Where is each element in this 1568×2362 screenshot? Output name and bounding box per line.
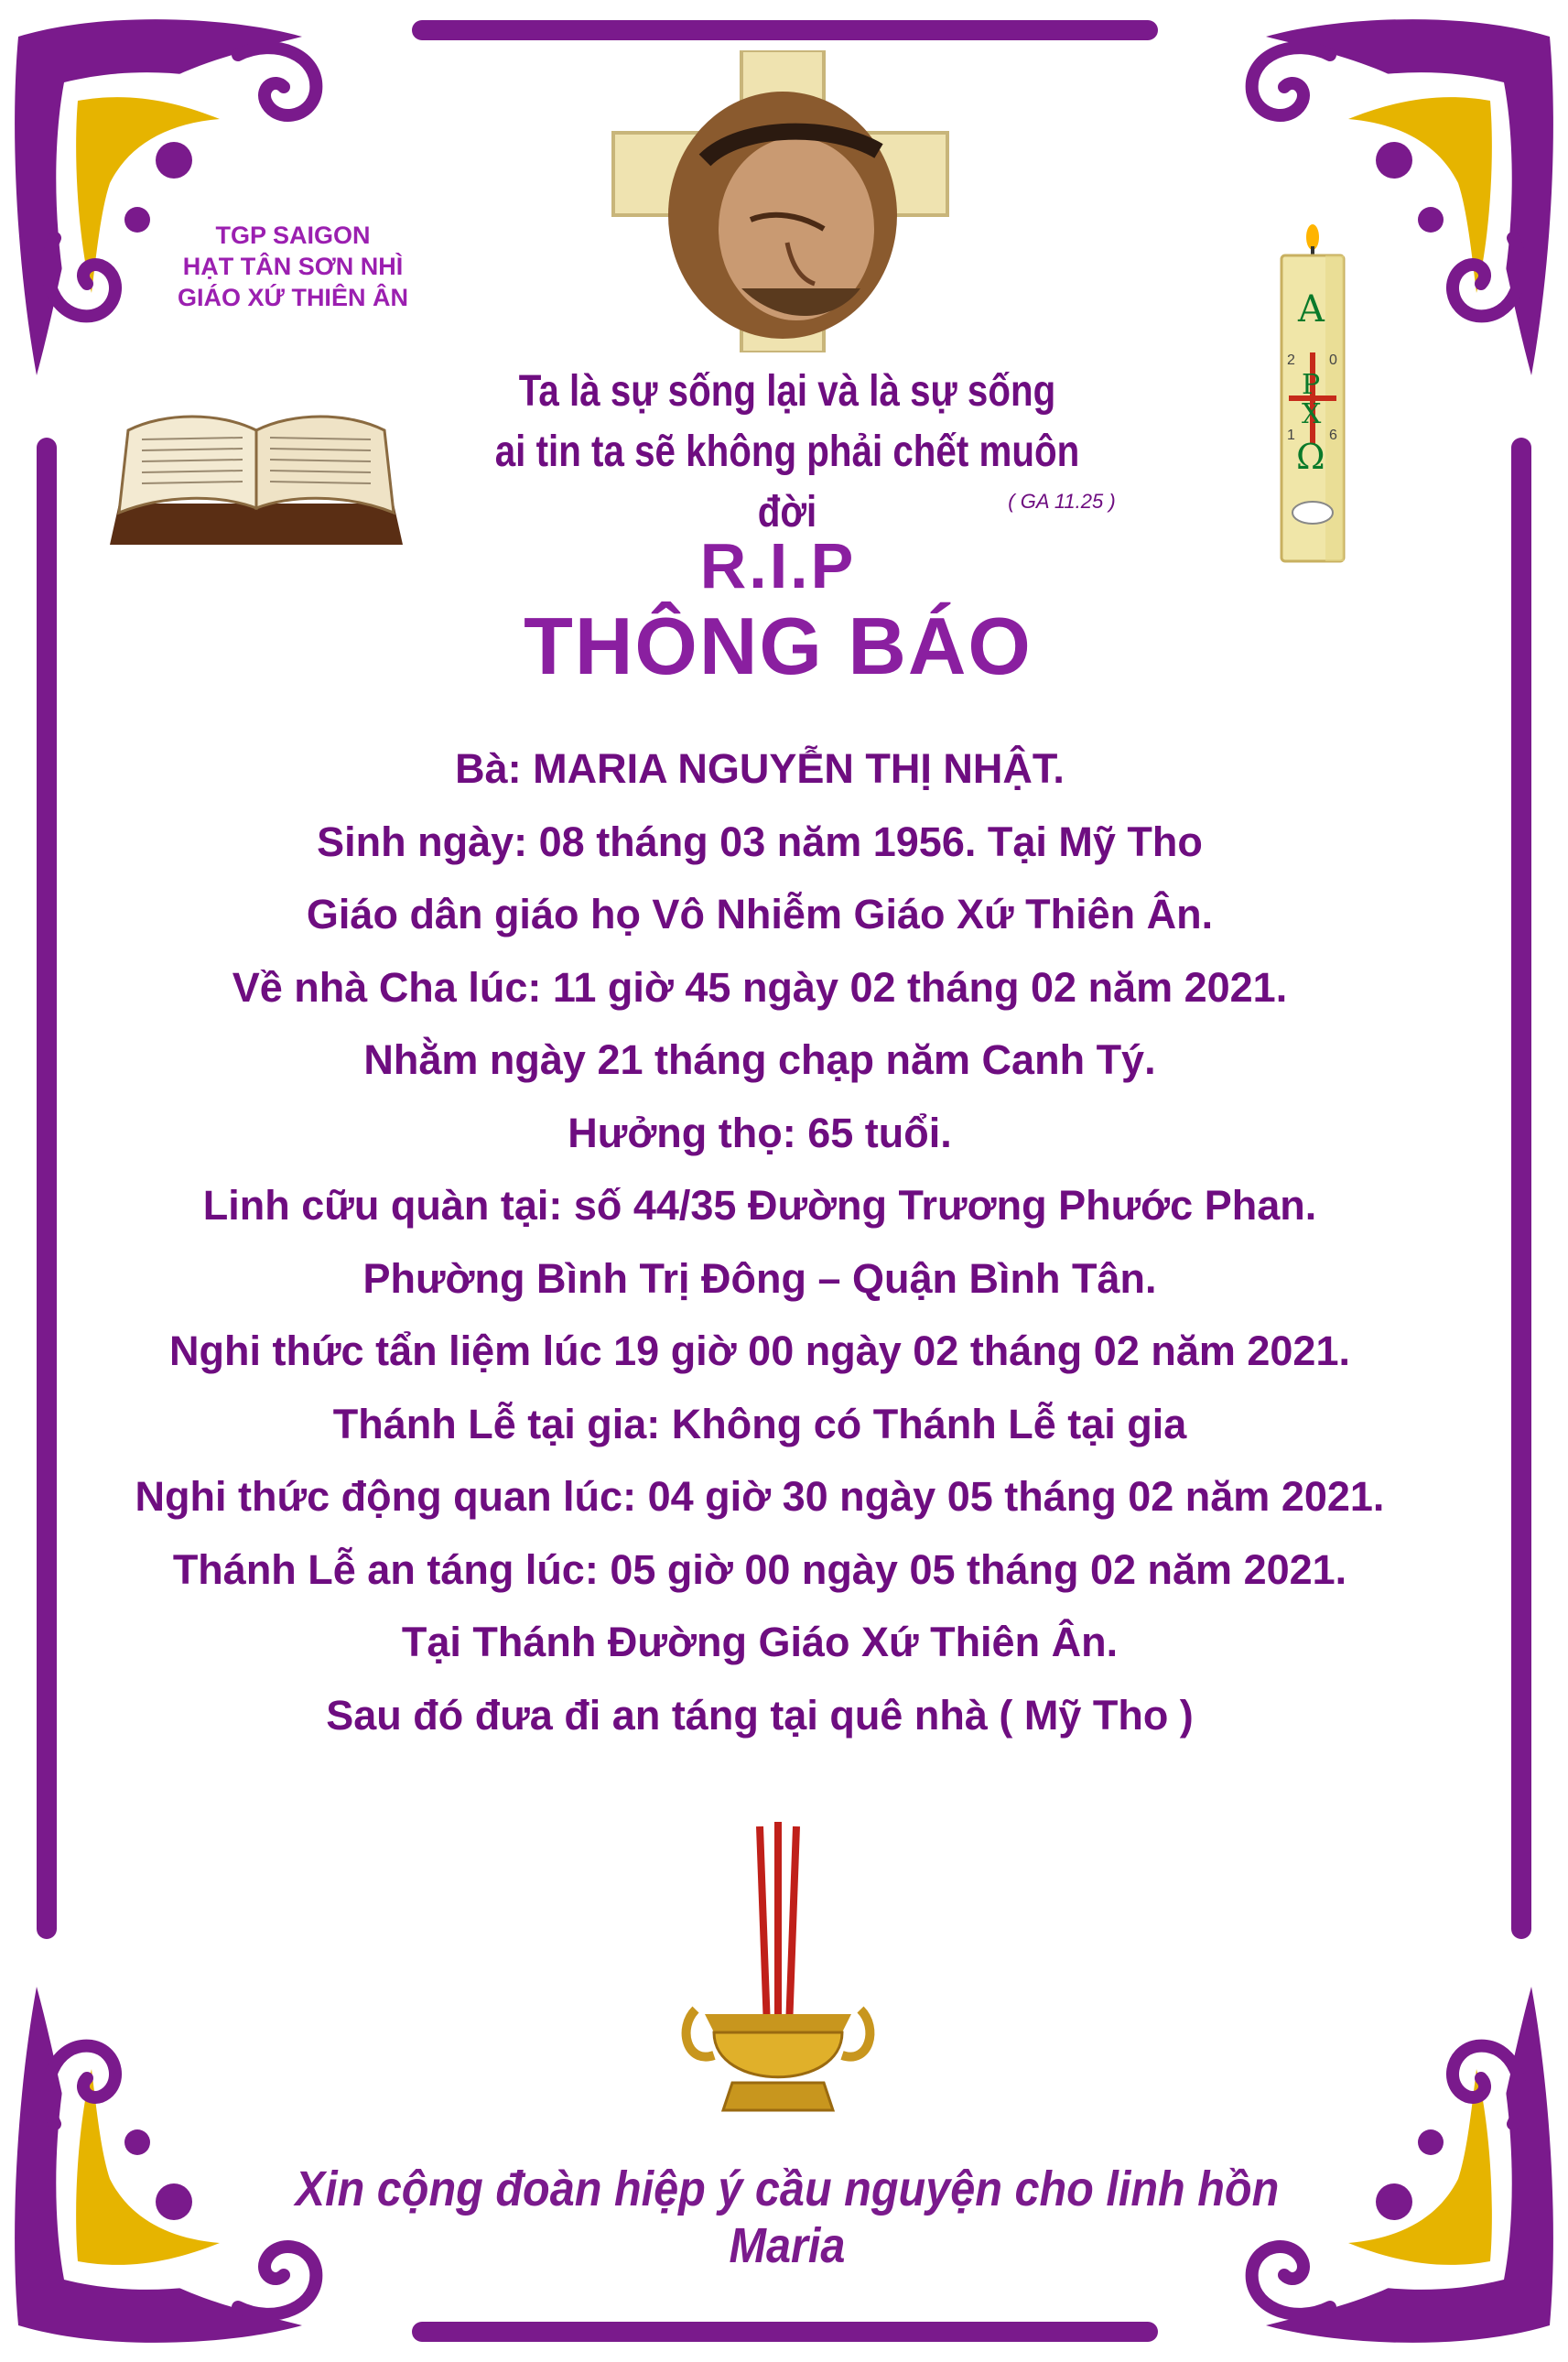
candle-rho: P	[1302, 369, 1321, 401]
frame-top-bar	[412, 20, 1158, 40]
frame-bottom-bar	[412, 2322, 1158, 2342]
candle-alpha: A	[1298, 288, 1325, 330]
scripture-reference: ( GA 11.25 )	[1008, 490, 1116, 513]
burial-location: Sau đó đưa đi an táng tại quê nhà ( Mỹ Tho )	[326, 1691, 1194, 1739]
frame-left-bar	[37, 438, 57, 1939]
birth-info: Sinh ngày: 08 tháng 03 năm 1956. Tại Mỹ Tho	[317, 818, 1203, 865]
wake-ward-district: Phường Bình Trị Đông – Quận Bình Tân.	[362, 1254, 1157, 1302]
announcement-title: THÔNG BÁO	[524, 601, 1033, 691]
incense-burner-image	[677, 1817, 879, 2119]
departure-time: Nghi thức động quan lúc: 04 giờ 30 ngày 05 tháng 02 năm 2021.	[135, 1473, 1385, 1520]
parish-archdiocese: TGP SAIGON	[215, 222, 371, 249]
closing-prayer-request: Xin cộng đoàn hiệp ý cầu nguyện cho linh hồn Maria	[295, 2162, 1280, 2273]
paschal-candle	[1280, 224, 1346, 565]
announcement-body	[55, 732, 1465, 1751]
deceased-name: Bà: MARIA NGUYỄN THỊ NHẬT.	[455, 745, 1065, 792]
funeral-mass-time: Thánh Lễ an táng lúc: 05 giờ 00 ngày 05 tháng 02 năm 2021.	[172, 1545, 1347, 1593]
age-at-death: Hưởng thọ: 65 tuổi.	[568, 1109, 952, 1156]
jesus-crown-of-thorns-image	[604, 50, 957, 352]
parish-membership: Giáo dân giáo họ Vô Nhiễm Giáo Xứ Thiên Ân.	[306, 891, 1214, 937]
scripture-quote-line-1: Ta là sự sống lại và là sự sống	[518, 367, 1056, 416]
candle-omega: Ω	[1296, 437, 1325, 477]
candle-year-digit-4: 6	[1329, 428, 1337, 443]
candle-year-digit-3: 1	[1287, 428, 1295, 443]
encoffining-time: Nghi thức tẩn liệm lúc 19 giờ 00 ngày 02 tháng 02 năm 2021.	[169, 1327, 1350, 1374]
open-bible-image	[101, 394, 412, 558]
candle-chi: X	[1302, 398, 1322, 430]
candle-year-digit-1: 2	[1287, 352, 1295, 368]
parish-name: GIÁO XỨ THIÊN ÂN	[178, 284, 408, 311]
frame-right-bar	[1511, 438, 1531, 1939]
death-time: Về nhà Cha lúc: 11 giờ 45 ngày 02 tháng 02 năm 2021.	[232, 963, 1288, 1011]
candle-year-digit-2: 0	[1329, 352, 1337, 368]
scripture-quote-line-2: ai tin ta sẽ không phải chết muôn đời	[494, 428, 1080, 536]
lunar-date: Nhằm ngày 21 tháng chạp năm Canh Tý.	[363, 1036, 1156, 1083]
funeral-mass-location: Tại Thánh Đường Giáo Xứ Thiên Ân.	[401, 1619, 1119, 1665]
home-mass: Thánh Lễ tại gia: Không có Thánh Lễ tại gia	[332, 1400, 1187, 1447]
corner-ornament-top-left	[0, 0, 384, 385]
rip-heading: R.I.P	[699, 530, 857, 601]
corner-ornament-top-right	[1184, 0, 1568, 385]
parish-header	[137, 220, 449, 313]
parish-deanery: HẠT TÂN SƠN NHÌ	[182, 253, 404, 280]
wake-address: Linh cữu quàn tại: số 44/35 Đường Trương Phước Phan.	[202, 1182, 1317, 1229]
